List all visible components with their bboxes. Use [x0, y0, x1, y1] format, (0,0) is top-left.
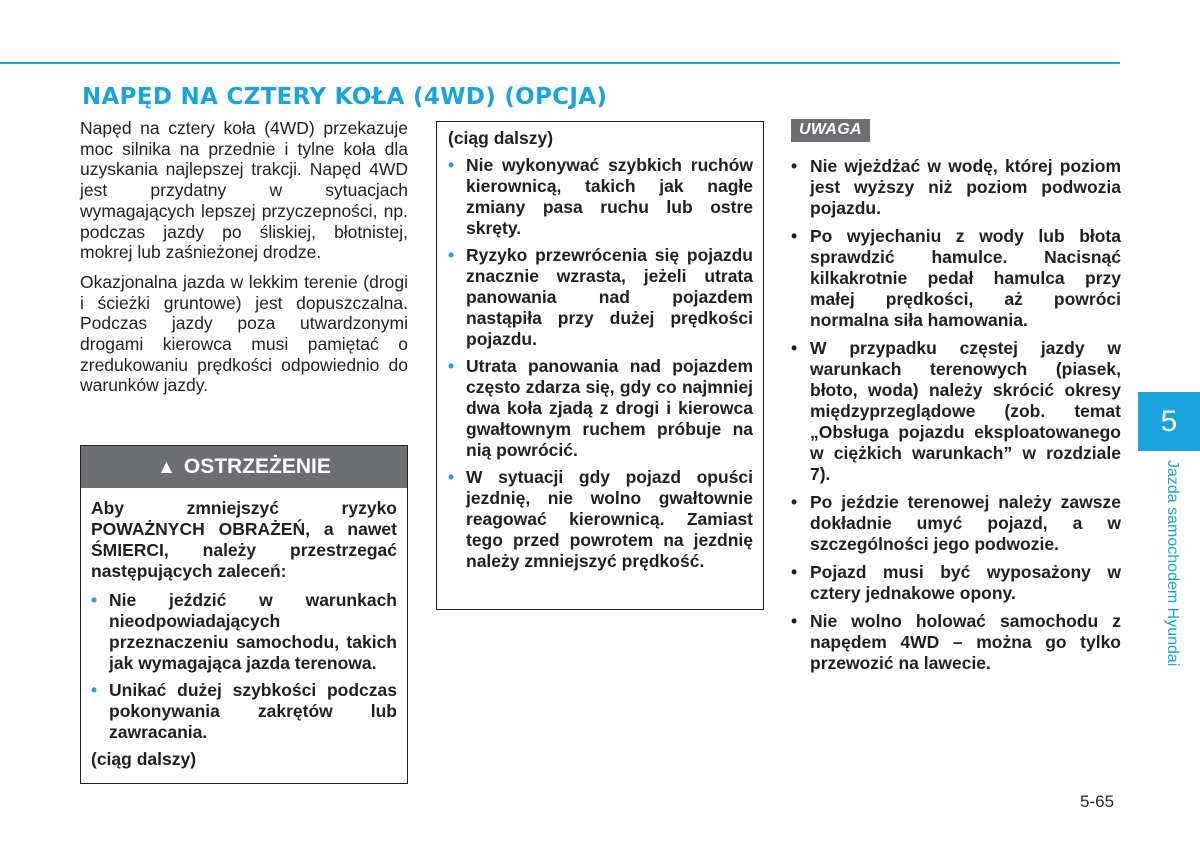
header-rule: [0, 62, 1120, 64]
page-number: 5-65: [1080, 792, 1115, 811]
warning-item: • Unikać dużej szybkości podczas pokonywania zakrętów lub zawracania.: [91, 680, 397, 742]
bullet-icon: •: [448, 467, 455, 487]
chapter-label: Jazda samochodem Hyundai: [1164, 460, 1181, 667]
continuation-list: [448, 155, 753, 572]
bullet-icon: •: [791, 562, 798, 582]
bullet-icon: •: [791, 156, 798, 176]
continuation-box: [436, 121, 764, 610]
bullet-icon: •: [448, 356, 455, 376]
notice-list: [791, 156, 1121, 674]
continuation-item: • Nie wykonywać szybkich ruchów kierownicą, takich jak nagłe zmiany pasa ruchu lub ostre skręty.: [448, 155, 753, 238]
warning-list: [91, 590, 397, 743]
notice-item: • W przypadku częstej jazdy w warunkach terenowych (piasek, błoto, woda) należy skrócić okresy międzyprzeglądowe (zob. temat „Obsługa pojazdu eksploatowanego w ciężkich warunkach” w rozdziale 7).: [791, 338, 1121, 484]
notice-item: • Po wyjechaniu z wody lub błota sprawdzić hamulce. Nacisnąć kilkakrotnie pedał hamulca przy małej prędkości, aż powróci normalna siła hamowania.: [791, 226, 1121, 330]
continuation-item: • W sytuacji gdy pojazd opuści jezdnię, nie wolno gwałtownie reagować kierownicą. Zamiast tego przed powrotem na jezdnię należy zmniejszyć prędkość.: [448, 467, 753, 571]
notice-column: [791, 119, 1121, 681]
warning-triangle-icon: ▲: [157, 456, 176, 478]
page-title: NAPĘD NA CZTERY KOŁA (4WD) (OPCJA): [82, 84, 608, 110]
bullet-icon: •: [791, 611, 798, 631]
intro-paragraph-1: Napęd na cztery koła (4WD) przekazuje moc silnika na przednie i tylne koła dla uzyskania najlepszej trakcji. Napęd 4WD jest przydatny w sytuacjach wymagających lepszej przyczepności, np. podczas jazdy po śliskiej, błotnistej, mokrej lub zaśnieżonej drodze.: [80, 118, 408, 263]
warning-continued: (ciąg dalszy): [91, 749, 197, 769]
intro-paragraph-2: Okazjonalna jazda w lekkim terenie (drogi i ścieżki gruntowe) jest dopuszczalna. Podczas jazdy poza utwardzonymi drogami kierowca musi pamiętać o zredukowaniu prędkości odpowiednio do warunków jazdy.: [80, 271, 408, 396]
bullet-icon: •: [448, 245, 455, 265]
bullet-icon: •: [791, 338, 798, 358]
warning-lead: Aby zmniejszyć ryzyko POWAŻNYCH OBRAŻEŃ, a nawet ŚMIERCI, należy przestrzegać następujących zaleceń:: [91, 498, 397, 581]
warning-item: • Nie jeździć w warunkach nieodpowiadających przeznaczeniu samochodu, takich jak wymagająca jazda terenowa.: [91, 590, 397, 673]
continuation-item: • Utrata panowania nad pojazdem często zdarza się, gdy co najmniej dwa koła zjadą z drogi i kierowca gwałtownym ruchem próbuje na nią powrócić.: [448, 356, 753, 460]
notice-badge: UWAGA: [791, 119, 870, 142]
bullet-icon: •: [791, 226, 798, 246]
continuation-title: (ciąg dalszy): [448, 128, 554, 148]
notice-item: • Nie wolno holować samochodu z napędem 4WD – można go tylko przewozić na lawecie.: [791, 611, 1121, 673]
chapter-tab: 5: [1138, 392, 1200, 451]
notice-item: • Pojazd musi być wyposażony w cztery jednakowe opony.: [791, 562, 1121, 603]
bullet-icon: •: [791, 492, 798, 512]
warning-box: [80, 445, 408, 784]
notice-item: • Nie wjeżdżać w wodę, której poziom jest wyższy niż poziom podwozia pojazdu.: [791, 156, 1121, 218]
continuation-item: • Ryzyko przewrócenia się pojazdu znacznie wzrasta, jeżeli utrata panowania nad pojazdem nastąpiła przy dużej prędkości pojazdu.: [448, 245, 753, 349]
bullet-icon: •: [91, 680, 98, 700]
bullet-icon: •: [91, 590, 98, 610]
notice-item: • Po jeździe terenowej należy zawsze dokładnie umyć pojazd, a w szczególności jego podwozie.: [791, 492, 1121, 554]
bullet-icon: •: [448, 155, 455, 175]
warning-title: OSTRZEŻENIE: [183, 455, 331, 478]
warning-header: [81, 446, 407, 488]
intro-column: [80, 118, 408, 405]
